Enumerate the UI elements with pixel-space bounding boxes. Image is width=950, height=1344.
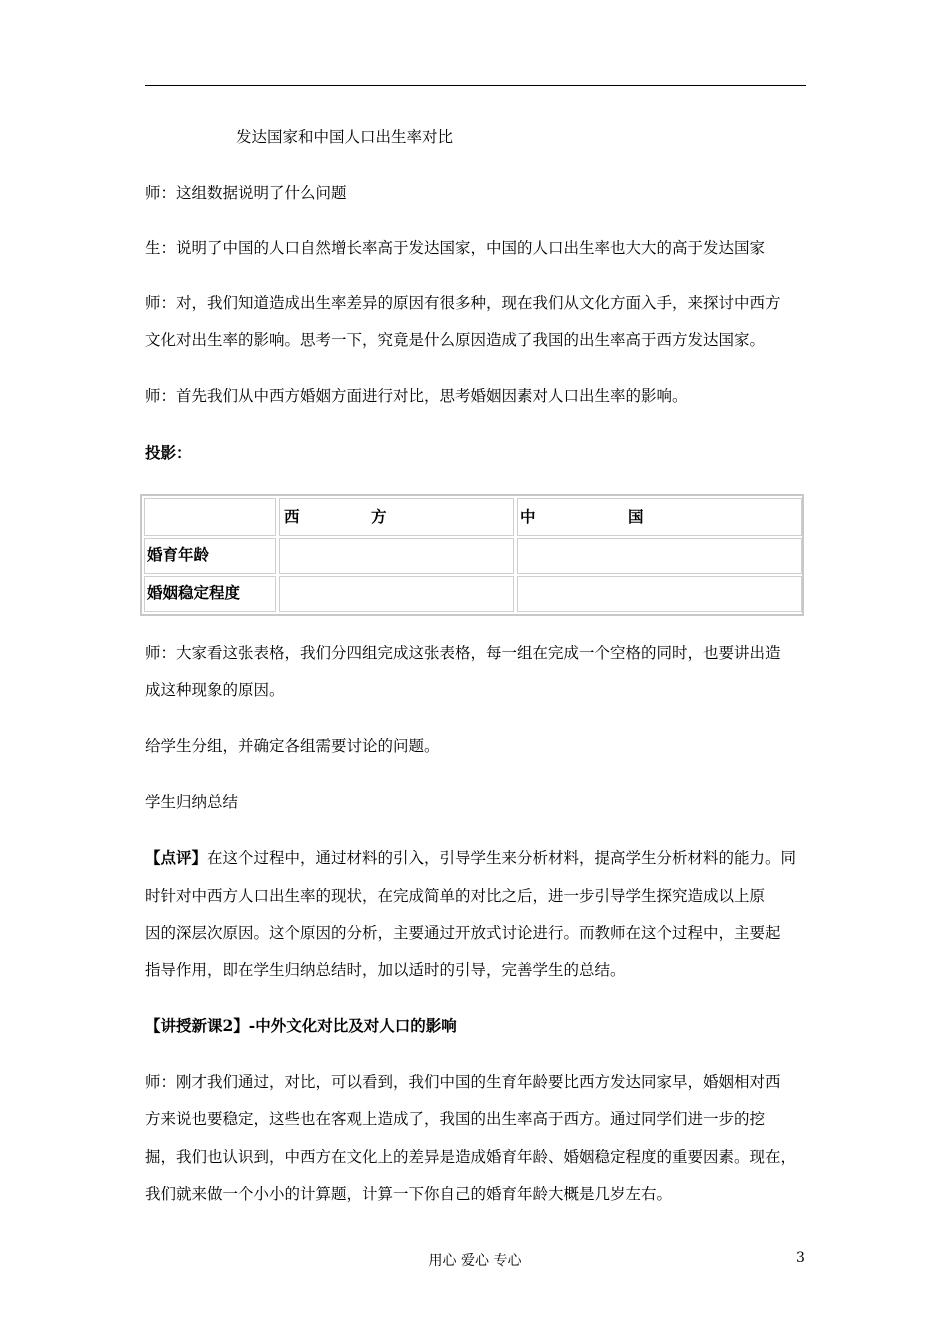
header-west-char-1: 西 — [284, 507, 300, 526]
comment-line-1 — [145, 848, 796, 868]
paragraph-teacher-line-2: 文化对出生率的影响。思考一下，究竟是什么原因造成了我国的出生率高于西方发达国家。 — [145, 331, 766, 349]
page-number: 3 — [796, 1250, 805, 1266]
comment-line-2: 时针对中西方人口出生率的现状，在完成简单的对比之后，进一步引导学生探究造成以上原 — [145, 887, 766, 905]
paragraph-summary: 学生归纳总结 — [145, 793, 239, 811]
header-west-char-2: 方 — [371, 507, 387, 526]
paragraph-teacher-marriage: 师：首先我们从中西方婚姻方面进行对比，思考婚姻因素对人口出生率的影响。 — [145, 387, 688, 405]
paragraph-grouping: 给学生分组，并确定各组需要讨论的问题。 — [145, 737, 440, 755]
comment-line-3: 因的深层次原因。这个原因的分析，主要通过开放式讨论进行。而教师在这个过程中，主要起 — [145, 924, 781, 942]
paragraph-student-answer: 生：说明了中国的人口自然增长率高于发达国家，中国的人口出生率也大大的高于发达国家 — [145, 239, 766, 257]
projection-label: 投影： — [145, 443, 192, 462]
table-row-label-marriage-age — [144, 538, 276, 574]
paragraph-conclusion-line-2: 方来说也要稳定，这些也在客观上造成了，我国的出生率高于西方。通过同学们进一步的挖 — [145, 1110, 766, 1128]
table-cell-west-stability — [279, 576, 514, 612]
figure-caption: 发达国家和中国人口出生率对比 — [236, 128, 454, 146]
table-cell-china-stability — [517, 576, 802, 612]
paragraph-teacher-line-1: 师：对，我们知道造成出生率差异的原因有很多种，现在我们从文化方面入手，来探讨中西方 — [145, 294, 781, 312]
paragraph-teacher-question: 师：这组数据说明了什么问题 — [145, 184, 347, 202]
table-corner-cell — [144, 498, 276, 536]
comment-line-4: 指导作用，即在学生归纳总结时，加以适时的引导，完善学生的总结。 — [145, 961, 626, 979]
comment-tag: 【点评】 — [145, 848, 208, 867]
header-china-char-2: 国 — [628, 507, 644, 526]
table-cell-china-age — [517, 538, 802, 574]
table-header-west — [279, 498, 514, 536]
comparison-table — [140, 494, 804, 616]
row-label-marriage-age: 婚育年龄 — [147, 545, 210, 564]
page-footer: 用心 爱心 专心 — [428, 1253, 522, 1269]
paragraph-conclusion-line-1: 师：刚才我们通过，对比，可以看到，我们中国的生育年龄要比西方发达同家早，婚姻相对西 — [145, 1073, 781, 1091]
paragraph-table-instructions-line-1: 师：大家看这张表格，我们分四组完成这张表格，每一组在完成一个空格的同时，也要讲出造 — [145, 644, 781, 662]
row-label-marriage-stability: 婚姻稳定程度 — [147, 583, 241, 602]
comment-line-1-text: 在这个过程中，通过材料的引入，引导学生来分析材料，提高学生分析材料的能力。同 — [207, 849, 797, 867]
table-header-china — [517, 498, 802, 536]
paragraph-conclusion-line-4: 我们就来做一个小小的计算题，计算一下你自己的婚育年龄大概是几岁左右。 — [145, 1185, 673, 1203]
table-cell-west-age — [279, 538, 514, 574]
paragraph-conclusion-line-3: 掘，我们也认识到，中西方在文化上的差异是造成婚育年龄、婚姻稳定程度的重要因素。现在， — [145, 1148, 797, 1166]
paragraph-table-instructions-line-2: 成这种现象的原因。 — [145, 681, 285, 699]
header-china-char-1: 中 — [520, 507, 536, 526]
header-rule — [145, 85, 806, 86]
table-row-label-marriage-stability — [144, 576, 276, 612]
section-heading: 【讲授新课2】-中外文化对比及对人口的影响 — [145, 1016, 457, 1035]
